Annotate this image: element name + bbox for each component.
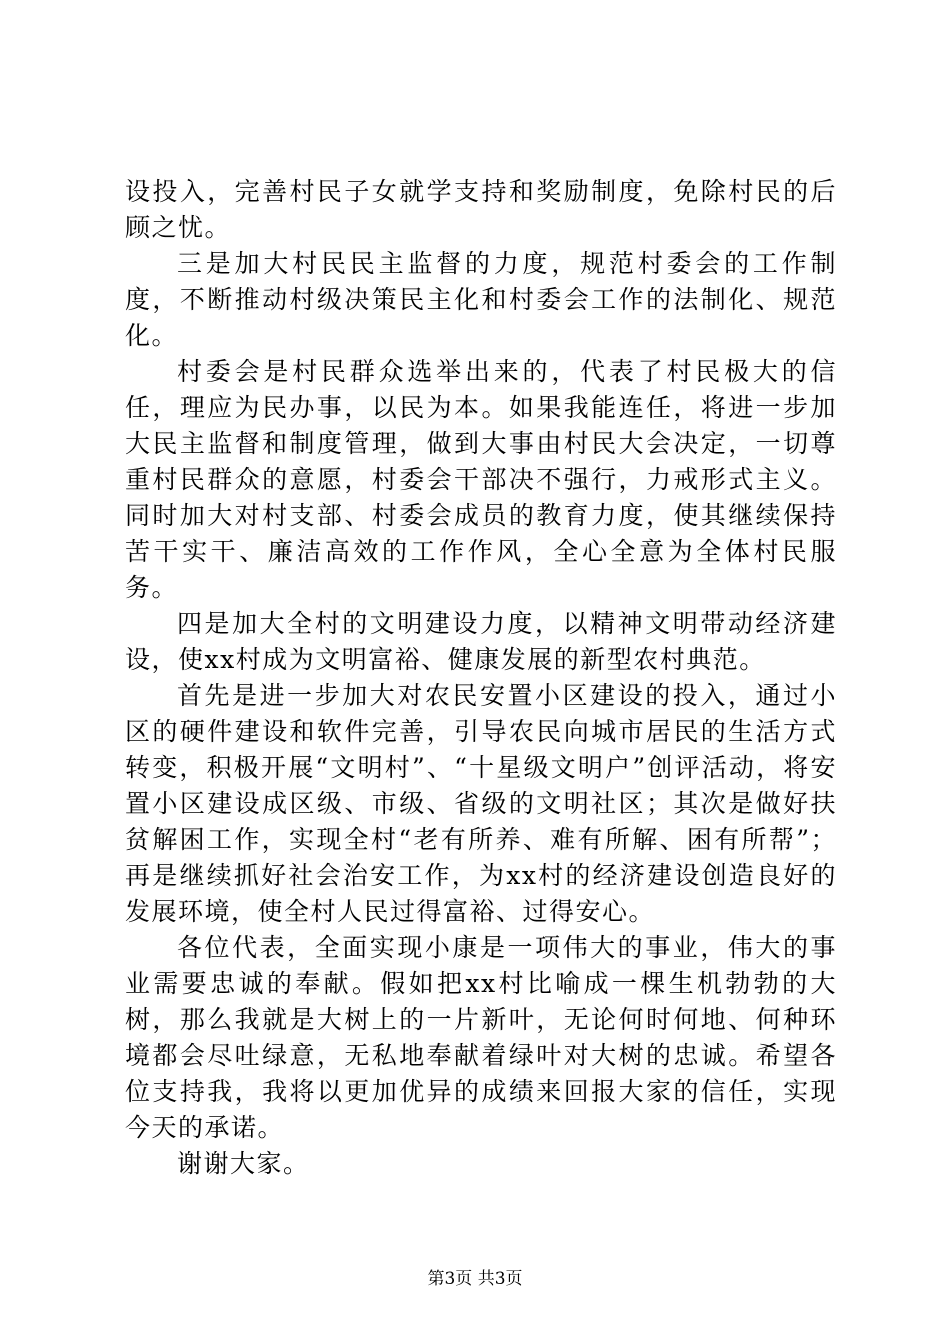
paragraph-closing-remarks: 各位代表，全面实现小康是一项伟大的事业，伟大的事业需要忠诚的奉献。假如把xx村比喻成一棵生机勃勃的大树，那么我就是大树上的一片新叶，无论何时何地、何种环境都会尽吐绿意，无私地奉献着绿叶对大树的忠诚。希望各位支持我，我将以更加优异的成绩来回报大家的信任，实现今天的承诺。: [125, 933, 837, 1142]
paragraph-democratic-supervision: 三是加大村民民主监督的力度，规范村委会的工作制度，不断推动村级决策民主化和村委会工作的法制化、规范化。: [125, 249, 837, 350]
document-body: [125, 174, 837, 1182]
paragraph-first-measures: 首先是进一步加大对农民安置小区建设的投入，通过小区的硬件建设和软件完善，引导农民向城市居民的生活方式转变，积极开展“文明村”、“十星级文明户”创评活动，将安置小区建设成区级、市级、省级的文明社区；其次是做好扶贫解困工作，实现全村“老有所养、难有所解、困有所帮”；再是继续抓好社会治安工作，为xx村的经济建设创造良好的发展环境，使全村人民过得富裕、过得安心。: [125, 681, 837, 926]
paragraph-continued: 设投入，完善村民子女就学支持和奖励制度，免除村民的后顾之忧。: [125, 177, 837, 242]
page-number-footer: 第3页 共3页: [427, 1269, 523, 1289]
paragraph-civilization-building: 四是加大全村的文明建设力度，以精神文明带动经济建设，使xx村成为文明富裕、健康发展的新型农村典范。: [125, 609, 837, 674]
paragraph-village-committee: 村委会是村民群众选举出来的，代表了村民极大的信任，理应为民办事，以民为本。如果我能连任，将进一步加大民主监督和制度管理，做到大事由村民大会决定，一切尊重村民群众的意愿，村委会干部决不强行，力戒形式主义。同时加大对村支部、村委会成员的教育力度，使其继续保持苦干实干、廉洁高效的工作作风，全心全意为全体村民服务。: [125, 357, 837, 602]
paragraph-thanks: 谢谢大家。: [177, 1149, 310, 1178]
